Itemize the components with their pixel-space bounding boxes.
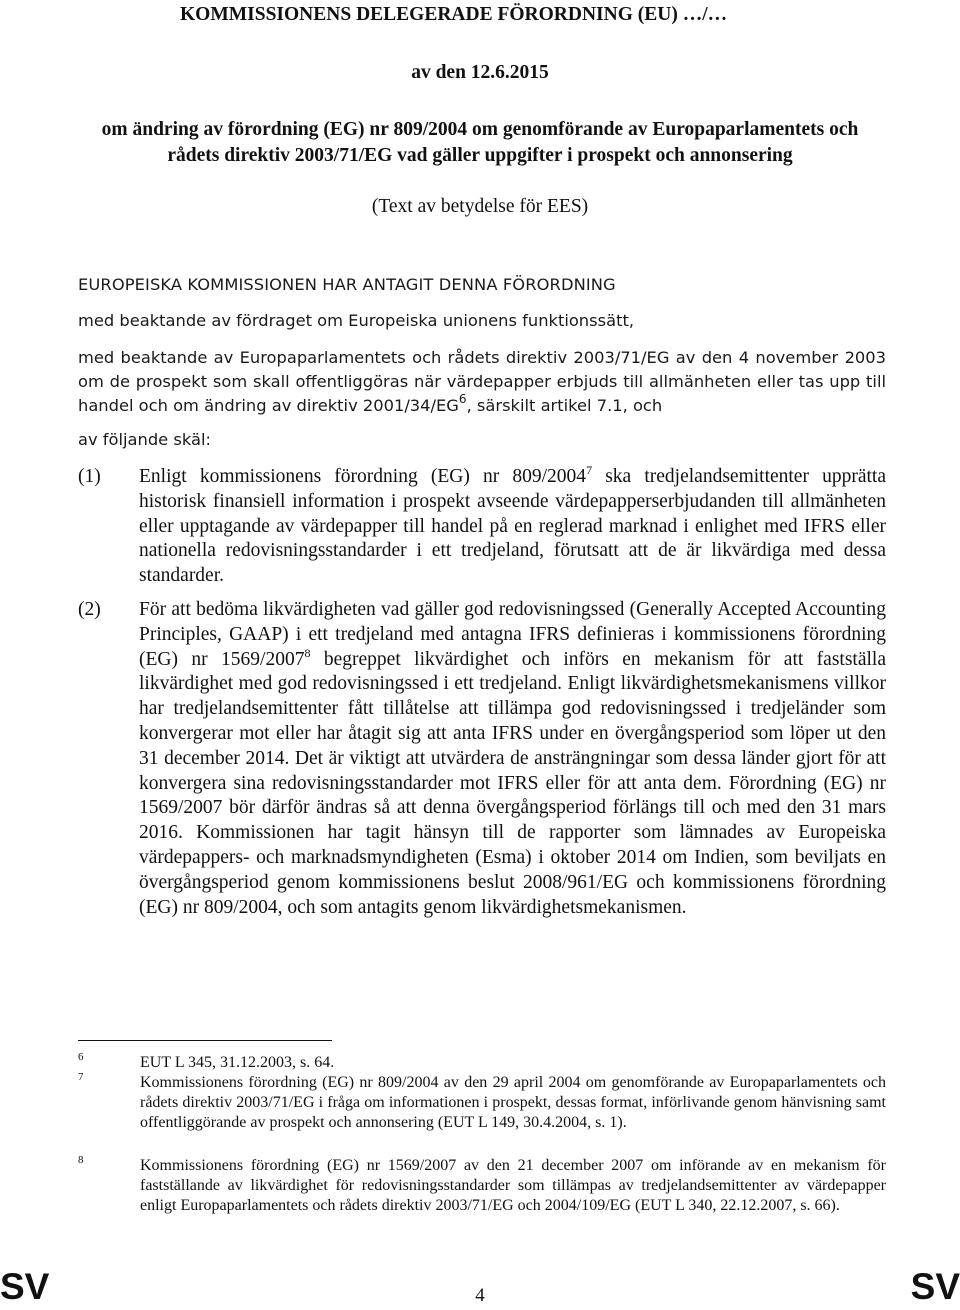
footnote-6	[78, 1053, 886, 1073]
language-code-right: SV	[910, 1266, 960, 1307]
document-subject: om ändring av förordning (EG) nr 809/2004 om genomförande av Europaparlamentets och rådets direktiv 2003/71/EG vad gäller uppgifter i prospekt och annonsering	[101, 119, 859, 166]
footnote-ref-6[interactable]: 6	[458, 392, 467, 406]
footnote-separator	[78, 1040, 332, 1041]
whereas-intro: av följande skäl:	[78, 430, 211, 449]
recital-1	[78, 465, 886, 589]
recital-text	[139, 465, 886, 589]
recital-text-start: För att bedöma likvärdigheten vad gäller god redovisningssed (Generally Accepted Accounting Principles, GAAP) i ett tredjeland med antagna IFRS definieras i kommissionens förordning (EG) nr 1569/2007	[139, 599, 886, 670]
adoption-declaration: EUROPEISKA KOMMISSIONEN HAR ANTAGIT DENNA FÖRORDNING	[78, 275, 616, 294]
citation-directive	[78, 346, 886, 418]
recital-text-end: begreppet likvärdighet och införs en mekanism för att fastställa likvärdighet med god redovisningssed i ett tredjeland. Enligt likvärdighetsmekanismens villkor har tredjelandsemittenter fått tillåtelse att tillämpa god redovisningssed i tredjeländer som konvergerar mot eller har åtagit sig att anta IFRS under en övergångsperiod som löper ut den 31 december 2014. Det är viktigt att utvärdera de ansträngningar som dessa länder gjort för att konvergera sina redovisningsstandarder mot IFRS eller för att anta dem. Förordning (EG) nr 1569/2007 bör därför ändras så att denna övergångsperiod förlängs till och med den 31 mars 2016. Kommissionen har tagit hänsyn till de rapporter som lämnades av Europeiska värdepappers- och marknadsmyndigheten (Esma) i oktober 2014 om Indien, som beviljats en övergångsperiod genom kommissionens beslut 2008/961/EG och kommissionens förordning (EG) nr 809/2004, och som antagits genom likvärdighetsmekanismen.	[139, 648, 886, 918]
citation-directive-text: med beaktande av Europaparlamentets och rådets direktiv 2003/71/EG av den 4 november 2003 om de prospekt som skall offentliggöras när värdepapper erbjuds till allmänheten eller tas upp till handel och om ändring av direktiv 2001/34/EG	[78, 348, 886, 415]
language-code-left: SV	[0, 1266, 50, 1307]
footnote-text: EUT L 345, 31.12.2003, s. 64.	[140, 1054, 335, 1071]
recital-number: (1)	[78, 466, 101, 487]
footnote-number: 8	[78, 1154, 84, 1166]
footnote-text: Kommissionens förordning (EG) nr 1569/2007 av den 21 december 2007 om införande av en mekanism för fastställande av likvärdighet för redovisningsstandarder som tillämpas av tredjelandsemittenter av värdepapper enligt Europaparlamentets och rådets direktiv 2003/71/EG och 2004/109/EG (EUT L 340, 22.12.2007, s. 66).	[140, 1157, 886, 1215]
footnote-ref-8[interactable]: 8	[304, 645, 311, 660]
recital-text-start: Enligt kommissionens förordning (EG) nr 809/2004	[139, 466, 587, 487]
recital-number: (2)	[78, 599, 101, 620]
footnote-8	[78, 1156, 886, 1217]
footnote-text: Kommissionens förordning (EG) nr 809/2004 av den 29 april 2004 om genomförande av Europaparlamentets och rådets direktiv 2003/71/EG i fråga om informationen i prospekt, dessas format, införlivande genom hänvisning samt offentliggörande av prospekt och annonsering (EUT L 149, 30.4.2004, s. 1).	[140, 1074, 886, 1132]
citation-treaty: med beaktande av fördraget om Europeiska unionens funktionssätt,	[78, 311, 635, 330]
footnote-7	[78, 1073, 886, 1134]
footnote-ref-7[interactable]: 7	[586, 463, 593, 477]
recital-text-end: ska tredjelandsemittenter upprätta historisk finansiell information i prospekt avseende värdepapperserbjudanden till allmänheten eller upptagande av värdepapper till handel på en reglerad marknad i enlighet med IFRS eller nationella redovisningsstandarder i ett tredjeland, förutsatt att de är likvärdiga med dessa standarder.	[139, 466, 886, 587]
recital-2	[78, 598, 886, 920]
ees-note: (Text av betydelse för EES)	[371, 196, 589, 217]
page-number: 4	[475, 1285, 485, 1306]
footnote-number: 7	[78, 1071, 84, 1083]
document-date: av den 12.6.2015	[411, 62, 549, 83]
citation-directive-text-end: , särskilt artikel 7.1, och	[466, 396, 663, 415]
recital-text	[139, 598, 886, 920]
footnote-number: 6	[78, 1051, 84, 1063]
document-title: KOMMISSIONENS DELEGERADE FÖRORDNING (EU) …/…	[180, 4, 728, 25]
